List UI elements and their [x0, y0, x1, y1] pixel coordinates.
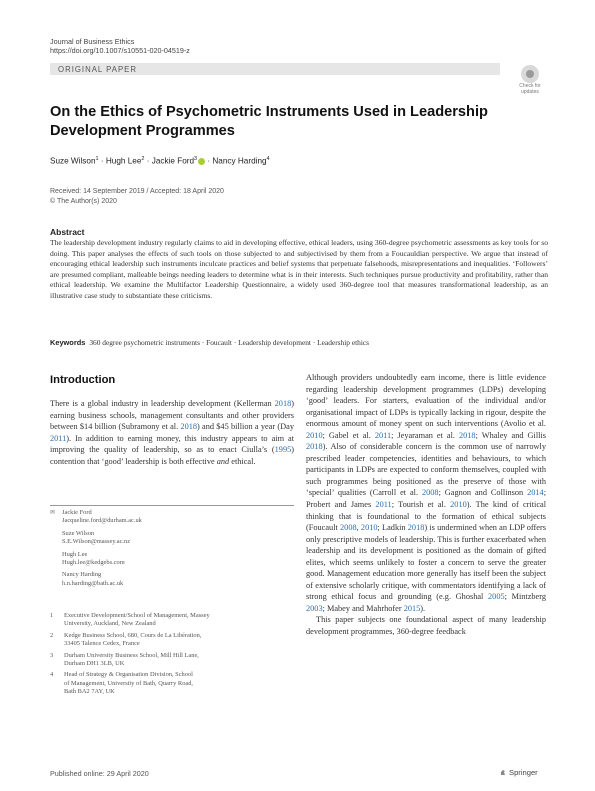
keywords-text: 360 degree psychometric instruments · Foucault · Leadership development · Leadership ethics	[89, 338, 370, 347]
citation-link[interactable]: 2018	[274, 399, 292, 408]
received-accepted-dates: Received: 14 September 2019 / Accepted: 18 April 2020	[50, 188, 224, 195]
affiliation-number: 1	[50, 612, 54, 619]
publisher-name: Springer	[509, 768, 538, 777]
citation-link[interactable]: 2008	[340, 523, 357, 533]
contact-email[interactable]: Jacqueline.ford@durham.ac.uk	[62, 517, 142, 525]
doi-link[interactable]: https://doi.org/10.1007/s10551-020-04519-z	[50, 46, 190, 55]
affiliation-entry: 2 Kedge Business School, 680, Cours de La Libération, 33405 Talence Cedex, France	[50, 631, 202, 648]
journal-name: Journal of Business Ethics	[50, 37, 135, 46]
author-separator: ·	[144, 156, 152, 166]
intro-paragraph: There is a global industry in leadership development (Kellerman 2018) earning business schools, management consultants and other providers between $14 billion (Subramony et al. 2018) and $45 billion a year (Day 2011). In addition to earning money, this industry appears to aim at improving the quality of leadership, so as to enact Ciulla’s (1995) contention that ‘good’ leadership is both effective and ethical.	[50, 399, 294, 466]
abstract-text: The leadership development industry regularly claims to aid in developing effective, ethical leaders, using 360-degree psychometric assessments as key tools for so doing. This paper analyses the effects of such tools on those subjected to and subjectivised by them from a Foucauldian perspective. We argue that instead of encouraging ethical leadership such instruments inculcate practices and belief systems that perpetuate falsehoods, misrepresentations and inequalities. ‘Followers’ are presumed compliant, malleable beings needing leaders to determine what is in their interests. Such techniques pursue productivity and profitability, rather than ethical leadership. We examine the Multifactor Leadership Questionnaire, a widely used 360-degree tool that measures transformational leadership, as an illustrative case study to substantiate these criticisms.	[50, 238, 548, 300]
contact-name: Suze Wilson	[62, 529, 95, 537]
envelope-icon: ✉	[50, 510, 56, 516]
contact-name: Hugh Lee	[62, 550, 88, 558]
citation-link[interactable]: 2018	[306, 442, 323, 452]
author-list	[50, 156, 270, 166]
citation-link[interactable]: 2010	[360, 523, 378, 533]
affiliation-number: 2	[50, 631, 54, 639]
contact-entry	[50, 509, 294, 526]
contact-email[interactable]: h.n.harding@bath.ac.uk	[62, 579, 124, 587]
published-online-date: Published online: 29 April 2020	[50, 769, 149, 778]
introduction-heading: Introduction	[50, 374, 116, 386]
citation-link[interactable]: 2003	[306, 603, 323, 613]
affiliation-entry: 3 Durham University Business School, Mill Hill Lane, Durham DH1 3LB, UK	[50, 651, 199, 668]
springer-horse-icon	[500, 769, 506, 776]
article-type-label: ORIGINAL PAPER	[58, 64, 137, 74]
affiliation-number: 3	[50, 651, 54, 659]
contact-name: Jackie Ford	[62, 509, 92, 516]
crossmark-icon	[521, 65, 539, 83]
citation-link[interactable]: 2008	[421, 488, 439, 498]
keywords	[50, 338, 369, 347]
citation-link[interactable]: 2018	[180, 422, 198, 432]
check-for-updates-badge[interactable]	[512, 63, 548, 99]
publisher-logo	[500, 768, 538, 777]
citation-link[interactable]: 2011	[374, 430, 392, 440]
contact-entry	[50, 551, 294, 568]
corresponding-contacts	[50, 509, 294, 592]
body-column-left	[50, 398, 294, 467]
citation-link[interactable]: 2014	[527, 488, 544, 498]
citation-link[interactable]: 2011	[50, 433, 67, 443]
affiliations	[50, 612, 294, 700]
author-affil-ref[interactable]: 3	[194, 156, 198, 162]
citation-link[interactable]: 1995	[274, 445, 292, 455]
contact-email[interactable]: S.E.Wilson@massey.ac.nz	[62, 538, 131, 546]
keywords-label: Keywords	[50, 338, 86, 347]
copyright-notice: © The Author(s) 2020	[50, 197, 117, 205]
article-dates	[50, 187, 224, 206]
author-affil-ref[interactable]: 4	[266, 156, 270, 162]
article-title: On the Ethics of Psychometric Instruments Used in Leadership Development Programmes	[50, 104, 488, 139]
author-name[interactable]: Suze Wilson	[50, 156, 96, 166]
citation-link[interactable]: 2010	[306, 430, 323, 440]
affiliation-entry: 1 Executive Development/School of Management, Massey University, Auckland, New Zealand	[50, 612, 210, 628]
citation-link[interactable]: 2010	[450, 500, 467, 510]
footnote-divider	[50, 505, 294, 506]
contact-email[interactable]: Hugh.lee@kedgebs.com	[62, 559, 125, 567]
author-affil-ref[interactable]: 1	[95, 156, 99, 162]
citation-link[interactable]: 2005	[488, 592, 505, 602]
contact-entry	[50, 530, 294, 547]
badge-line1: Check for	[519, 83, 541, 89]
abstract-heading: Abstract	[50, 227, 85, 237]
contact-entry	[50, 571, 294, 588]
citation-link[interactable]: 2018	[458, 430, 476, 440]
body-paragraph: Although providers undoubtedly earn income, there is little evidence regarding leadership development programmes (LDPs) developing ‘good’ leaders. For starters, evaluation of the individual and/or organisational impact of LDPs is typically lacking in rigour, despite the enormous amount of money spent on such interventions (Avolio et al. 2010; Gabel et al. 2011; Jeyaraman et al. 2018; Whaley and Gillis 2018). Also of considerable concern is the common use of narrowly prescribed leader competencies, identities and behaviours, to which participants in LDPs are expected to conform themselves, coupled with such programmes being positioned as the preserve of those with ‘special’ qualities (Carroll et al. 2008; Gagnon and Collinson 2014; Probert and James 2011; Tourish et al. 2010). The kind of critical thinking that is foundational to the formation of ethical subjects (Foucault 2008, 2010; Ladkin 2018) is undermined when an LDP offers only prescriptive models of leadership. This is further exacerbated when leadership and its development is positioned as the domain of gifted elites, which seems unlikely to foster a concern to serve the greater good. Management education more generally has itself been the subject of extensive scholarly critique, with commentators identifying a lack of strong ethical focus and grounding (e.g. Ghoshal 2005; Mintzberg 2003; Mabey and Mahrhofer 2015).	[306, 373, 546, 613]
author-name[interactable]: Hugh Lee	[105, 156, 142, 166]
affiliation-number: 4	[50, 671, 54, 679]
badge-line2: updates	[521, 88, 539, 95]
article-type-band	[50, 63, 500, 75]
citation-link[interactable]: 2015	[403, 603, 421, 613]
body-paragraph: This paper subjects one foundational aspect of many leadership development programmes, 360-degree feedback	[306, 615, 546, 637]
body-column-right	[306, 372, 546, 638]
contact-name: Nancy Harding	[62, 571, 102, 579]
citation-link[interactable]: 2018	[407, 523, 425, 533]
author-name[interactable]: Nancy Harding	[212, 156, 267, 166]
author-name[interactable]: Jackie Ford	[151, 156, 195, 166]
author-separator: ·	[205, 156, 213, 166]
author-separator: ·	[98, 156, 106, 166]
citation-link[interactable]: 2011	[375, 500, 392, 510]
affiliation-entry: 4 Head of Strategy & Organisation Division, School of Management, University of Bath, Quarry Road, Bath BA2 7AY, UK	[50, 671, 194, 696]
author-affil-ref[interactable]: 2	[141, 156, 145, 162]
